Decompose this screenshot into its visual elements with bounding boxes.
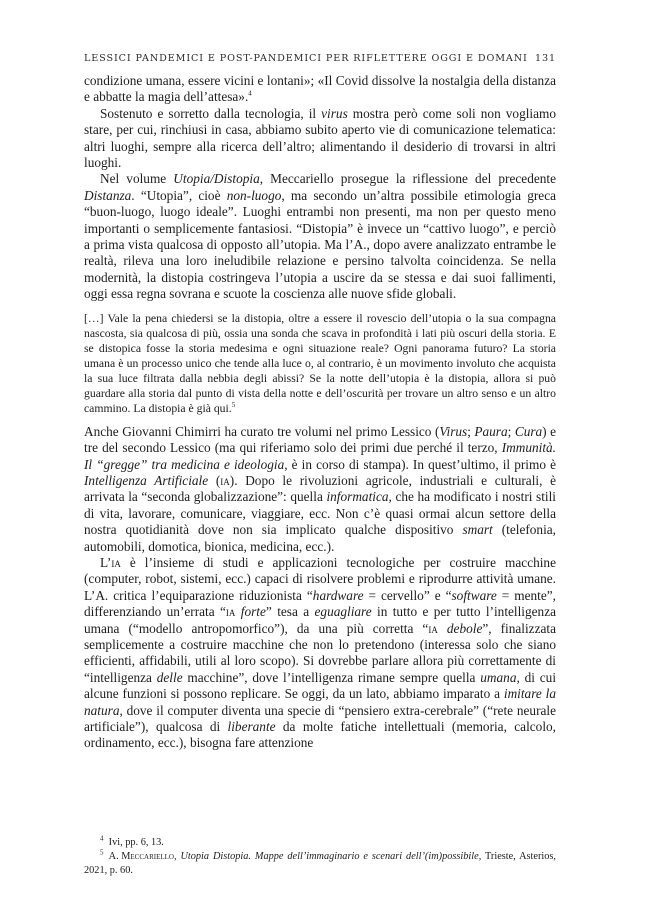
footnote-ref: 5 [231, 400, 236, 409]
paragraph: Nel volume Utopia/Distopia, Meccariello prosegue la riflessione del precedente Distanza. “Utopia”, cioè non-luogo, ma secondo un’altra possibile etimologia greca “buon-luogo, luogo ideale”. Luoghi entrambi non presenti, ma non per questo meno importanti o semplicemente fantasiosi. “Distopia” è invece un “cattivo luogo”, e perciò a prima vista qualcosa di opposto all’utopia. Ma l’A., dopo avere analizzato entrambe le realtà, rileva una loro ineludibile relazione e persino talvolta coincidenza. Se nella modernità, la distopia costringeva l’utopia a uscire da se stessa e dai suoi fallimenti, oggi essa regna sovrana e scuote la coscienza alle nuove sfide globali. [84, 171, 556, 302]
footnote: $^5$ A. Meccariello, Utopia Distopia. Mappe dell’immaginario e scenari dell’(im)possibile, Trieste, Asterios, 2021, p. 60. [84, 848, 556, 876]
paragraph: Sostenuto e sorretto dalla tecnologia, il virus mostra però come soli non vogliamo stare, per cui, rinchiusi in casa, abbiamo subito aperto vie di comunicazione telematica: altri luoghi, sempre alla ricerca dell’altro; alimentando il desiderio di trovarsi in altri luoghi. [84, 105, 556, 171]
block-quote: […] Vale la pena chiedersi se la distopia, oltre a essere il rovescio dell’utopia o la sua compagna nascosta, sia qualcosa di più, ossia una sonda che scava in profondità i lati più oscuri della storia. E se distopica fosse la storia medesima e ogni situazione reale? Ogni panorama futuro? La storia umana è un processo unico che tende alla luce o, al contrario, è un movimento involuto che acquista la sua luce filtrata dalla nebbia degli abissi? Se la notte dell’utopia è la distopia, allora si può guardare alla storia dal punto di vista della notte e dell’oscurità per trovare un altro senso e un altro cammino. La distopia è già qui.$^5$ [84, 311, 556, 415]
paragraph: Anche Giovanni Chimirri ha curato tre volumi nel primo Lessico (Virus; Paura; Cura) e tre del secondo Lessico (ma qui riferiamo solo dei primi due perché il terzo, Immunità. Il “gregge” tra medicina e ideologia, è in corso di stampa). In quest’ultimo, il primo è Intelligenza Artificiale (ia). Dopo le rivoluzioni agricole, industriali e culturali, è arrivata la “seconda globalizzazione”: quella informatica, che ha modificato i nostri stili di vita, lavorare, comunicare, viaggiare, ecc. Non c’è quasi ormai alcun settore della nostra quotidianità dove non sia implicato qualche dispositivo smart (telefonia, automobili, domotica, bionica, medicina, ecc.). [84, 423, 556, 554]
page [84, 53, 556, 752]
body-text [84, 73, 556, 303]
body-text-2 [84, 424, 556, 752]
paragraph: condizione umana, essere vicini e lontani»; «Il Covid dissolve la nostalgia della distanza e abbatte la magia dell’attesa».$^4$ [84, 73, 556, 105]
footnote: $^4$ Ivi, pp. 6, 13. [100, 834, 164, 848]
running-head-title: LESSICI PANDEMICI E POST-PANDEMICI PER RIFLETTERE OGGI E DOMANI [84, 53, 528, 64]
page-number: 131 [534, 53, 556, 64]
footnotes [84, 836, 556, 878]
running-head [84, 53, 556, 69]
paragraph: L’ia è l’insieme di studi e applicazioni tecnologiche per costruire macchine (computer, robot, sistemi, ecc.) capaci di risolvere problemi e riprodurre attività umane. L’A. critica l’equiparazione riduzionista “hardware = cervello” e “software = mente”, differenziando un’errata “ia forte” tesa a eguagliare in tutto e per tutto l’intelligenza umana (“modello antropomorfico”), da una più corretta “ia debole”, finalizzata semplicemente a costruire macchine che non lo pretendono (interessa solo che siano efficienti, affidabili, utili al loro scopo). Si dovrebbe parlare allora più correttamente di “intelligenza delle macchine”, dove l’intelligenza rimane sempre quella umana, di cui alcune funzioni si possono replicare. Se oggi, da un lato, abbiamo imparato a imitare la natura, dove il computer diventa una specie di “pensiero extra-cerebrale” (“rete neurale artificiale”), qualcosa di liberante da molte fatiche intellettuali (memoria, calcolo, ordinamento, ecc.), bisogna fare attenzione [84, 554, 557, 751]
footnote-ref: 4 [248, 89, 252, 98]
